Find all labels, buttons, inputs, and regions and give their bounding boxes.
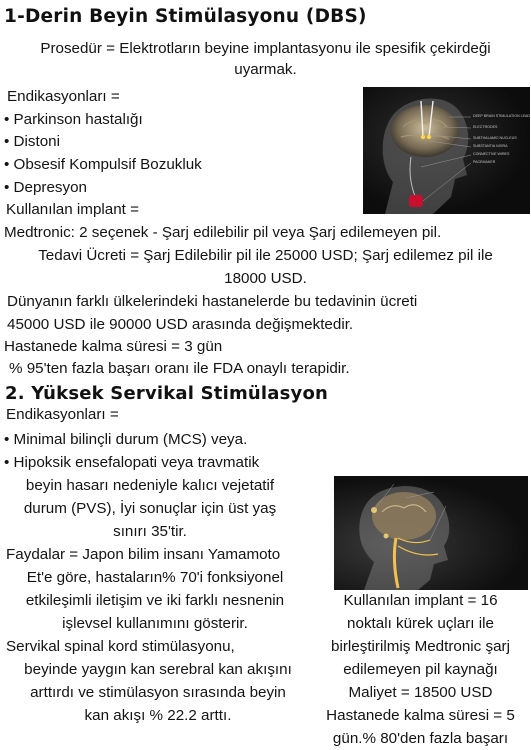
s2-indication-1: • Minimal bilinçli durum (MCS) veya. [4, 431, 248, 448]
cost-line1: Tedavi Ücreti = Şarj Edilebilir pil ile 25000 USD; Şarj edilemez pil ile [38, 247, 493, 264]
s2-stay: Hastanede kalma süresi = 5 [326, 707, 515, 724]
indication-item: • Depresyon [4, 179, 87, 196]
indication-item: • Obsesif Kompulsif Bozukluk [4, 156, 202, 173]
image-label: DEEP BRAIN STIMULATION LEAD [473, 114, 530, 118]
image-label: SUBTHALAMIC NUCLEUS [473, 136, 517, 140]
dbs-illustration [363, 87, 530, 214]
spinal-line4: kan akışı % 22.2 arttı. [84, 707, 232, 724]
procedure-line1: Prosedür = Elektrotların beyine implantasyonu ile spesifik çekirdeği [40, 40, 491, 57]
indications-label: Endikasyonları = [7, 88, 120, 105]
indication-item: • Distoni [4, 133, 60, 150]
head-silhouette-icon [363, 87, 530, 214]
s2-implant-line1: Kullanılan implant = 16 [343, 592, 498, 609]
section2-title: 2. Yüksek Servikal Stimülasyon [5, 383, 329, 404]
benefit-line4: işlevsel kullanımını gösterir. [62, 615, 248, 632]
image-label: CONNECTIVE WIRES [473, 152, 510, 156]
world-cost-line1: Dünyanın farklı ülkelerindeki hastanelerde bu tedavinin ücreti [7, 293, 418, 310]
procedure-line2: uyarmak. [234, 61, 297, 78]
s2-indication-2-line1: • Hipoksik ensefalopati veya travmatik [4, 454, 260, 471]
success-rate: % 95'ten fazla başarı oranı ile FDA onaylı terapidir. [9, 360, 350, 377]
benefit-line1: Faydalar = Japon bilim insanı Yamamoto [6, 546, 281, 563]
hospital-stay: Hastanede kalma süresi = 3 gün [4, 338, 223, 355]
implant-label: Kullanılan implant = [6, 201, 139, 218]
spinal-line2: beyinde yaygın kan serebral kan akışını [24, 661, 292, 678]
s2-indication-2-line2: beyin hasarı nedeniyle kalıcı vejetatif [25, 477, 275, 494]
s2-indications-label: Endikasyonları = [6, 406, 119, 423]
spinal-line3: arttırdı ve stimülasyon sırasında beyin [30, 684, 286, 701]
head-spine-icon [334, 476, 528, 590]
image-label: PACEMAKER [473, 160, 496, 164]
cervical-stimulation-illustration [334, 476, 528, 590]
image-label: ELECTRODES [473, 125, 498, 129]
s2-cost: Maliyet = 18500 USD [348, 684, 493, 701]
spinal-line1: Servikal spinal kord stimülasyonu, [6, 638, 235, 655]
s2-indication-2-line3: durum (PVS), İyi sonuçlar için üst yaş [23, 500, 277, 517]
indication-item: • Parkinson hastalığı [4, 111, 143, 128]
section1-title: 1-Derin Beyin Stimülasyonu (DBS) [4, 6, 367, 27]
world-cost-line2: 45000 USD ile 90000 USD arasında değişmektedir. [7, 316, 354, 333]
s2-implant-line3: birleştirilmiş Medtronic şarj [331, 638, 510, 655]
s2-indication-2-line4: sınırı 35'tir. [113, 523, 187, 540]
benefit-line2: Et'e göre, hastaların% 70'i fonksiyonel [26, 569, 284, 586]
s2-implant-line4: edilemeyen pil kaynağı [343, 661, 498, 678]
cost-line2: 18000 USD. [224, 270, 307, 287]
benefit-line3: etkileşimli iletişim ve iki farklı nesnenin [25, 592, 285, 609]
image-label: SUBSTANTIA NIGRA [473, 144, 508, 148]
s2-implant-line2: noktalı kürek uçları ile [347, 615, 494, 632]
s2-success: gün.% 80'den fazla başarı [332, 730, 509, 747]
implant-text: Medtronic: 2 seçenek - Şarj edilebilir pil veya Şarj edilemeyen pil. [4, 224, 442, 241]
